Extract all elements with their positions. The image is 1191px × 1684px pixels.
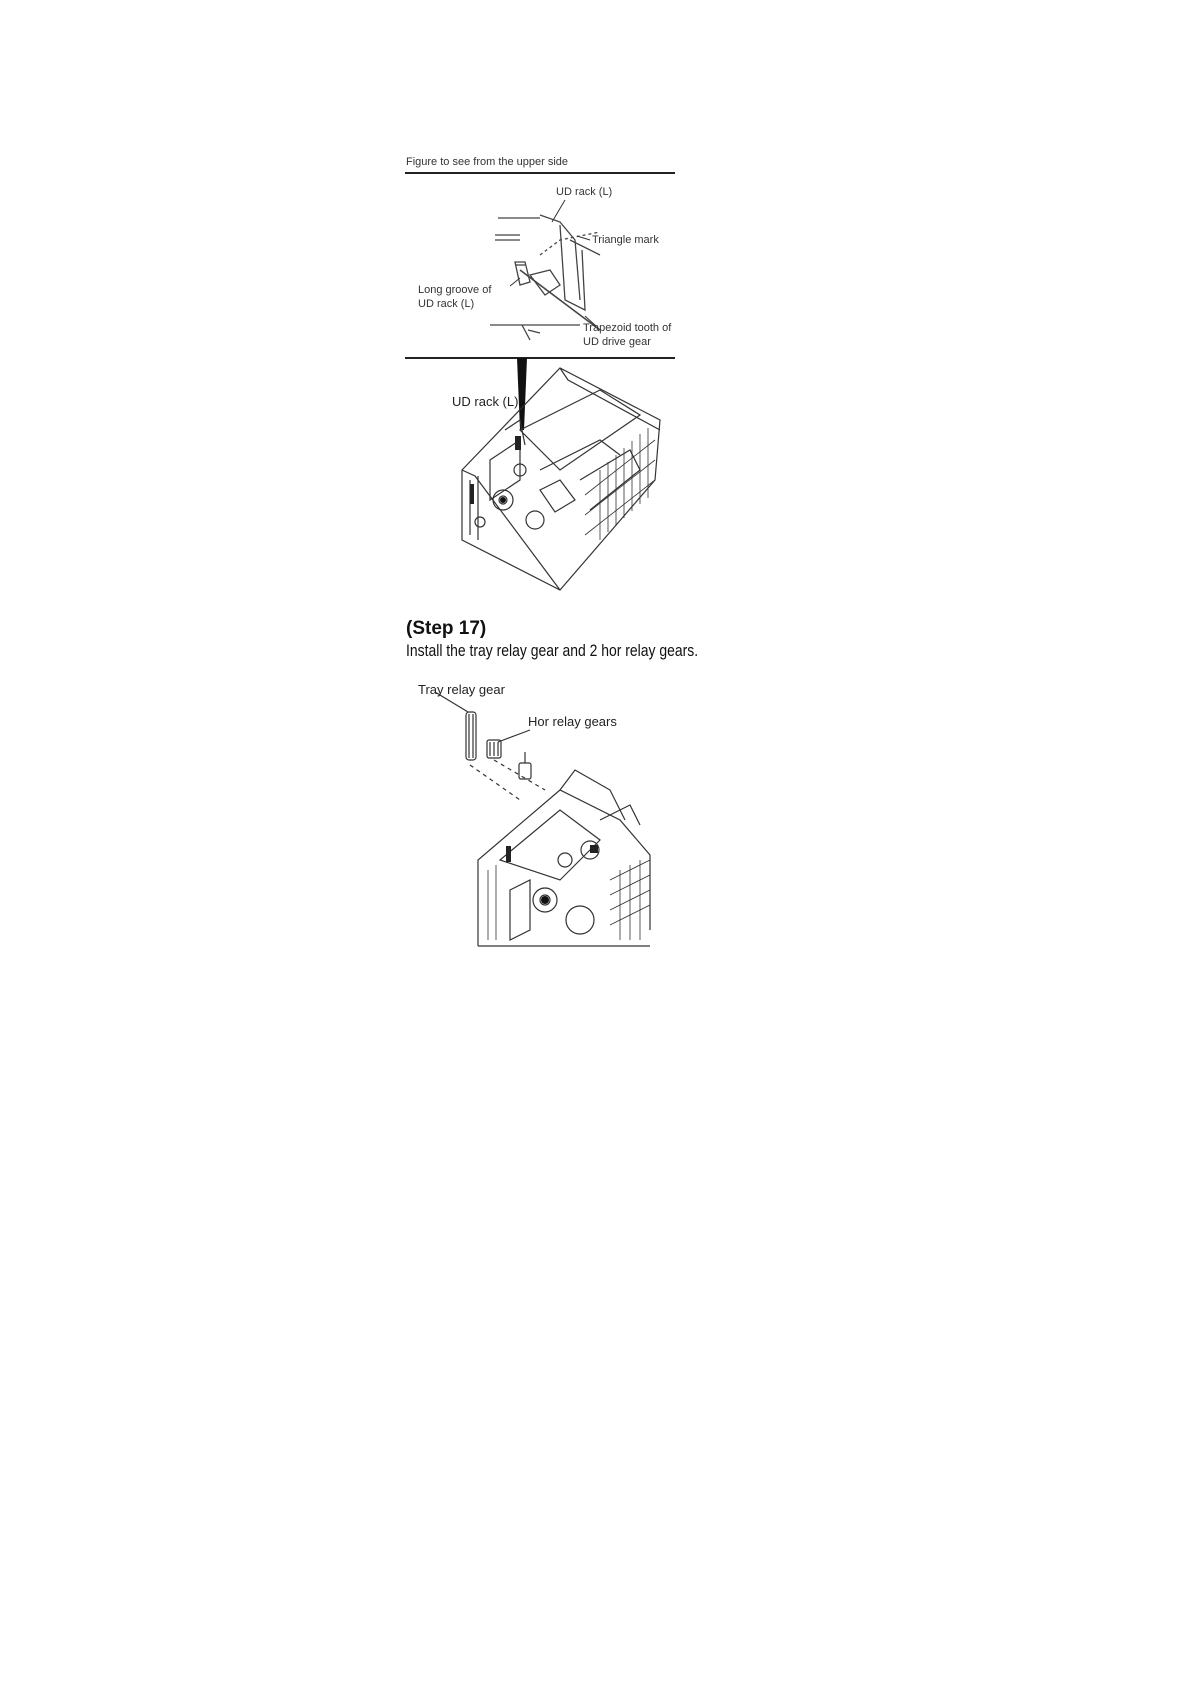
label-trapezoid-1: Trapezoid tooth of: [583, 322, 672, 334]
label-triangle-mark: Triangle mark: [592, 234, 659, 246]
step-17-title: (Step 17): [406, 618, 487, 639]
label-ud-rack-main: UD rack (L): [452, 394, 519, 409]
label-hor-relay-gears: Hor relay gears: [528, 714, 617, 729]
label-long-groove-2: UD rack (L): [418, 298, 475, 310]
inset-caption: Figure to see from the upper side: [406, 156, 569, 168]
step-17-instruction: Install the tray relay gear and 2 hor relay gears.: [406, 641, 699, 660]
label-tray-relay-gear: Tray relay gear: [418, 682, 505, 697]
label-long-groove-1: Long groove of: [418, 284, 492, 296]
label-trapezoid-2: UD drive gear: [583, 336, 651, 348]
label-ud-rack-top: UD rack (L): [556, 186, 613, 198]
